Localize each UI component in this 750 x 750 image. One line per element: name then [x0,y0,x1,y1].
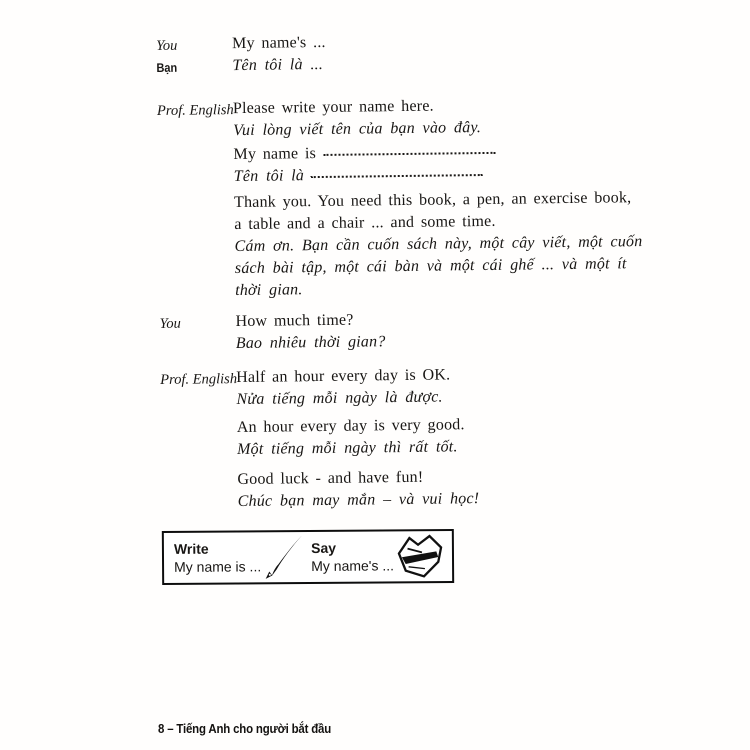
speaker-labels [160,367,237,412]
speaker-labels [159,311,236,356]
dialogue-turn [157,93,677,143]
dialogue-line: a table and a chair ... and some time. [234,212,496,234]
dialogue-line: sách bài tập, một cái bàn và một cái ghế ... và một ít [234,255,627,278]
dialogue-turn [158,187,679,303]
dialogue-line: Cám ơn. Bạn cần cuốn sách này, một cây viết, một cuốn [234,233,643,256]
dialogue-line: Half an hour every day is OK. [236,366,451,387]
dialogue-line: Vui lòng viết tên của bạn vào đây. [233,119,482,140]
pen-icon [261,531,307,581]
dialogue-line: Một tiếng mỗi ngày thì rất tốt. [236,438,458,459]
turn-lines [237,412,682,461]
fill-in-line [234,161,678,188]
speaker-label: Prof. English [156,102,234,119]
dialogue-line: Bao nhiêu thời gian? [235,333,386,353]
dotted-line [311,162,483,178]
dialogue-turn [161,412,681,462]
dialogue-line: Thank you. You need this book, a pen, an exercise book, [233,189,632,212]
dialogue-line: Nửa tiếng mỗi ngày là được. [236,388,443,409]
dialogue-line: Chúc bạn may mắn – và vui học! [237,490,480,511]
turn-lines [236,362,681,411]
dialogue-line: My name's ... [232,33,326,53]
speaker-label: Prof. English [160,371,238,388]
speaker-label: You [159,315,181,332]
dialogue-turn [160,362,680,412]
write-label: Write [173,540,209,557]
turn-lines [233,93,678,142]
speaker-labels [157,98,234,143]
speaker-label: You [156,37,178,54]
turn-lines [234,187,679,302]
fill-in-text: Tên tôi là [233,167,305,186]
dialogue-turn [156,28,677,79]
dialogue-line: Tên tôi là ... [232,55,324,75]
dialogue-line: thời gian. [235,281,303,300]
dialogue-line: How much time? [235,311,354,331]
dialogue-turn [159,306,679,356]
practice-box [162,529,454,585]
write-phrase: My name is ... [174,558,262,575]
dialogue [156,28,682,514]
page-footer: 8 – Tiếng Anh cho người bắt đầu [158,721,332,736]
lips-icon [396,533,446,579]
dialogue-line: Good luck - and have fun! [237,468,424,489]
dialogue-turn [157,139,677,189]
dialogue-line: An hour every day is very good. [236,416,465,437]
turn-lines [232,28,677,78]
turn-lines [237,464,682,513]
say-phrase: My name's ... [311,557,395,574]
dotted-line [323,140,495,156]
turn-lines [235,306,680,355]
say-section [311,538,394,575]
dialogue-turn [161,464,681,514]
say-label: Say [311,539,337,556]
dialogue-line: Please write your name here. [232,97,434,118]
speaker-label-vi: Bạn [156,60,178,75]
fill-in-text: My name is [233,145,317,164]
turn-lines [233,139,678,188]
speaker-labels [156,33,233,79]
write-section [174,539,261,576]
